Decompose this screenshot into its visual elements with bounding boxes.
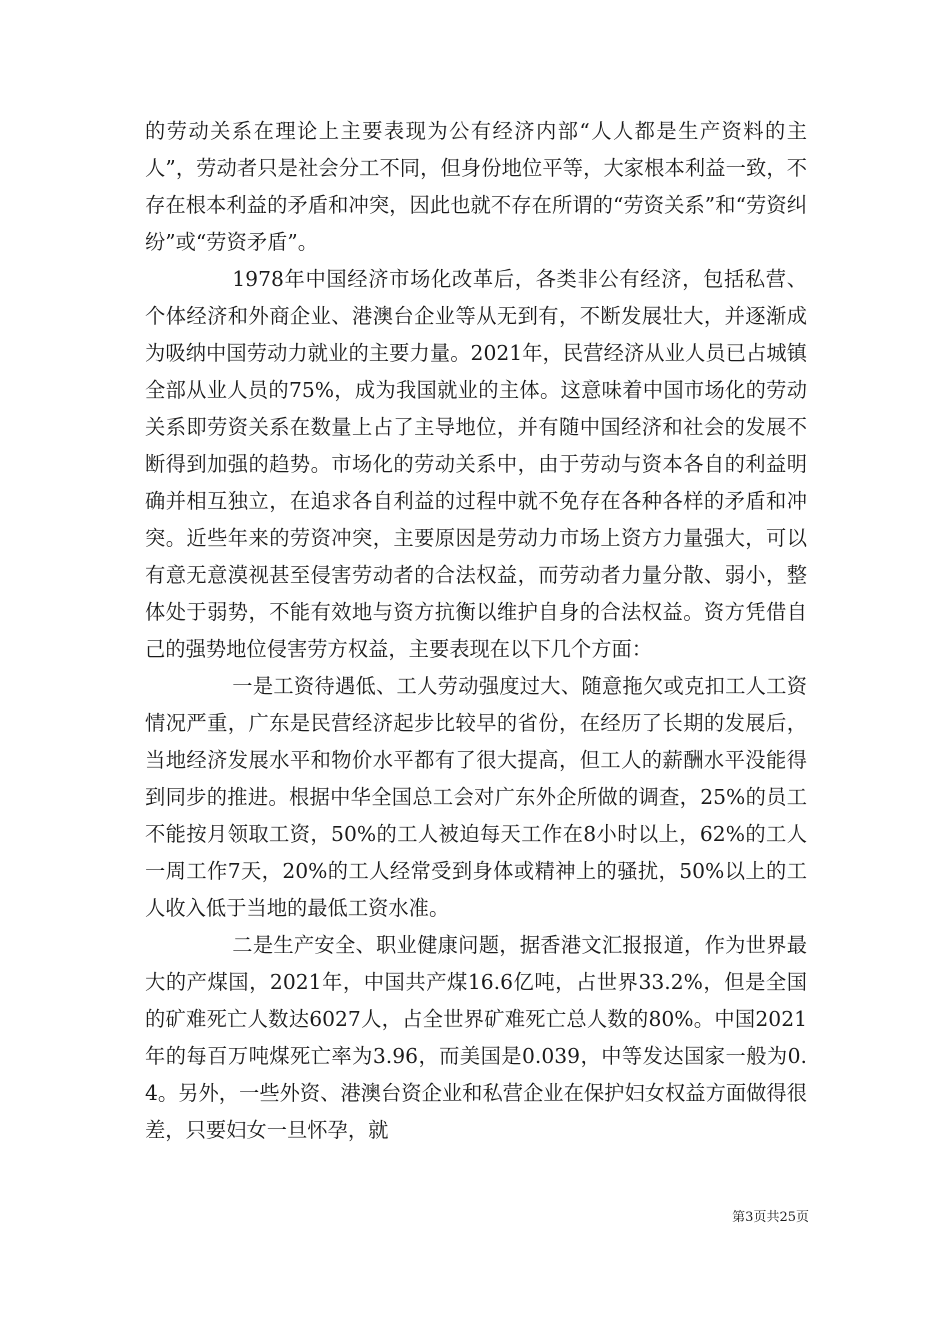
body-text [145, 113, 807, 1149]
paragraph-1: 的劳动关系在理论上主要表现为公有经济内部“人人都是生产资料的主人”，劳动者只是社会分工不同，但身份地位平等，大家根本利益一致，不存在根本利益的矛盾和冲突，因此也就不存在所谓的“劳资关系”和“劳资纠纷”或“劳资矛盾”。 [145, 119, 807, 254]
page-number-footer: 第3页共25页 [732, 1210, 809, 1225]
paragraph-3: 一是工资待遇低、工人劳动强度过大、随意拖欠或克扣工人工资情况严重，广东是民营经济起步比较早的省份，在经历了长期的发展后，当地经济发展水平和物价水平都有了很大提高，但工人的薪酬水平没能得到同步的推进。根据中华全国总工会对广东外企所做的调查，25%的员工不能按月领取工资，50%的工人被迫每天工作在8小时以上，62%的工人一周工作7天，20%的工人经常受到身体或精神上的骚扰，50%以上的工人收入低于当地的最低工资水准。 [145, 674, 807, 920]
paragraph-4: 二是生产安全、职业健康问题，据香港文汇报报道，作为世界最大的产煤国，2021年，中国共产煤16.6亿吨，占世界33.2%，但是全国的矿难死亡人数达6027人，占全世界矿难死亡总人数的80%。中国2021年的每百万吨煤死亡率为3.96，而美国是0.039，中等发达国家一般为0.4。另外，一些外资、港澳台资企业和私营企业在保护妇女权益方面做得很差，只要妇女一旦怀孕，就 [145, 933, 807, 1142]
paragraph-2: 1978年中国经济市场化改革后，各类非公有经济，包括私营、个体经济和外商企业、港澳台企业等从无到有，不断发展壮大，并逐渐成为吸纳中国劳动力就业的主要力量。2021年，民营经济从业人员已占城镇全部从业人员的75%，成为我国就业的主体。这意味着中国市场化的劳动关系即劳资关系在数量上占了主导地位，并有随中国经济和社会的发展不断得到加强的趋势。市场化的劳动关系中，由于劳动与资本各自的利益明确并相互独立，在追求各自利益的过程中就不免存在各种各样的矛盾和冲突。近些年来的劳资冲突，主要原因是劳动力市场上资方力量强大，可以有意无意漠视甚至侵害劳动者的合法权益，而劳动者力量分散、弱小，整体处于弱势，不能有效地与资方抗衡以维护自身的合法权益。资方凭借自己的强势地位侵害劳方权益，主要表现在以下几个方面： [145, 267, 807, 661]
